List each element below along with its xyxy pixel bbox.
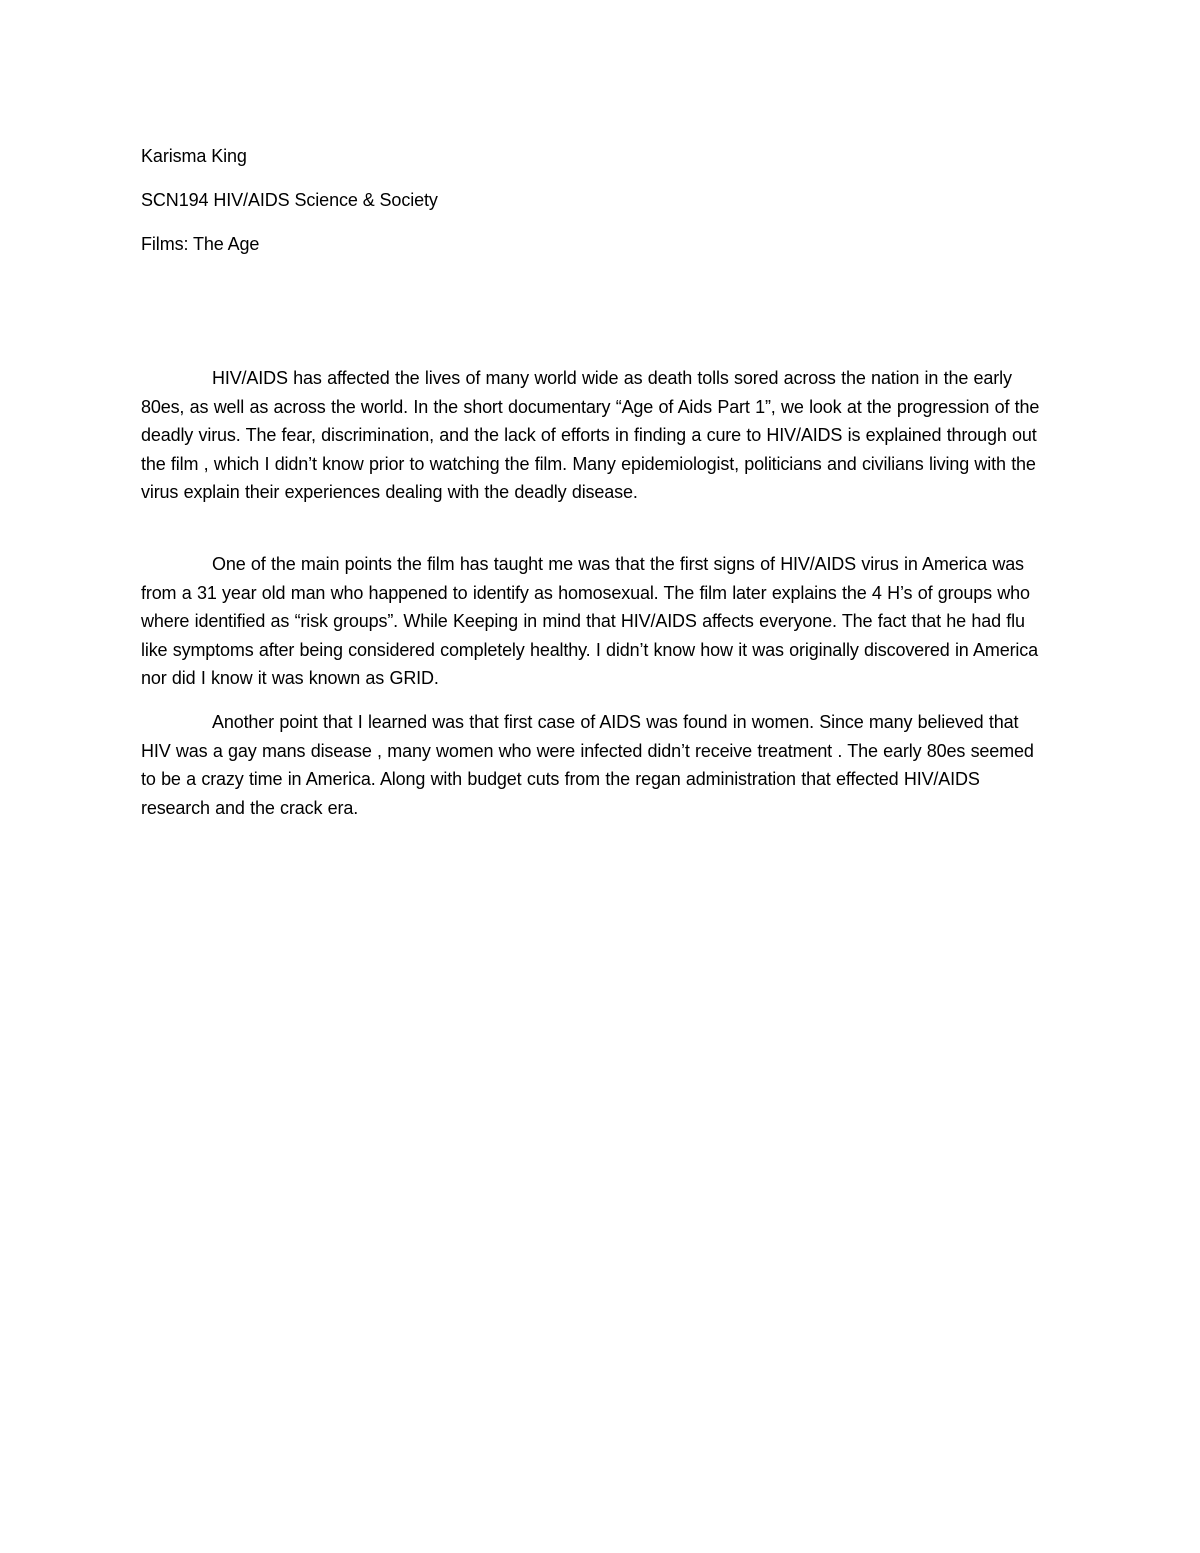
course-title: SCN194 HIV/AIDS Science & Society bbox=[141, 190, 438, 210]
assignment-title: Films: The Age bbox=[141, 234, 260, 254]
paragraph-2: One of the main points the film has taught me was that the first signs of HIV/AIDS virus in America was from a 31 year old man who happened to identify as homosexual. The film later explains the 4 H’s of groups who where identified as “risk groups”. While Keeping in mind that HIV/AIDS affects everyone. The fact that he had flu like symptoms after being considered completely healthy. I didn’t know how it was originally discovered in America nor did I know it was known as GRID. bbox=[141, 554, 1038, 689]
author-name: Karisma King bbox=[141, 146, 247, 166]
paragraph-1: HIV/AIDS has affected the lives of many world wide as death tolls sored across the nation in the early 80es, as well as across the world. In the short documentary “Age of Aids Part 1”, we look at the progression of the deadly virus. The fear, discrimination, and the lack of efforts in finding a cure to HIV/AIDS is explained through out the film , which I didn’t know prior to watching the film. Many epidemiologist, politicians and civilians living with the virus explain their experiences dealing with the deadly disease. bbox=[141, 368, 1040, 503]
paragraph-3: Another point that I learned was that first case of AIDS was found in women. Since many believed that HIV was a gay mans disease , many women who were infected didn’t receive treatment . The early 80es seemed to be a crazy time in America. Along with budget cuts from the regan administration that effected HIV/AIDS research and the crack era. bbox=[141, 712, 1034, 818]
